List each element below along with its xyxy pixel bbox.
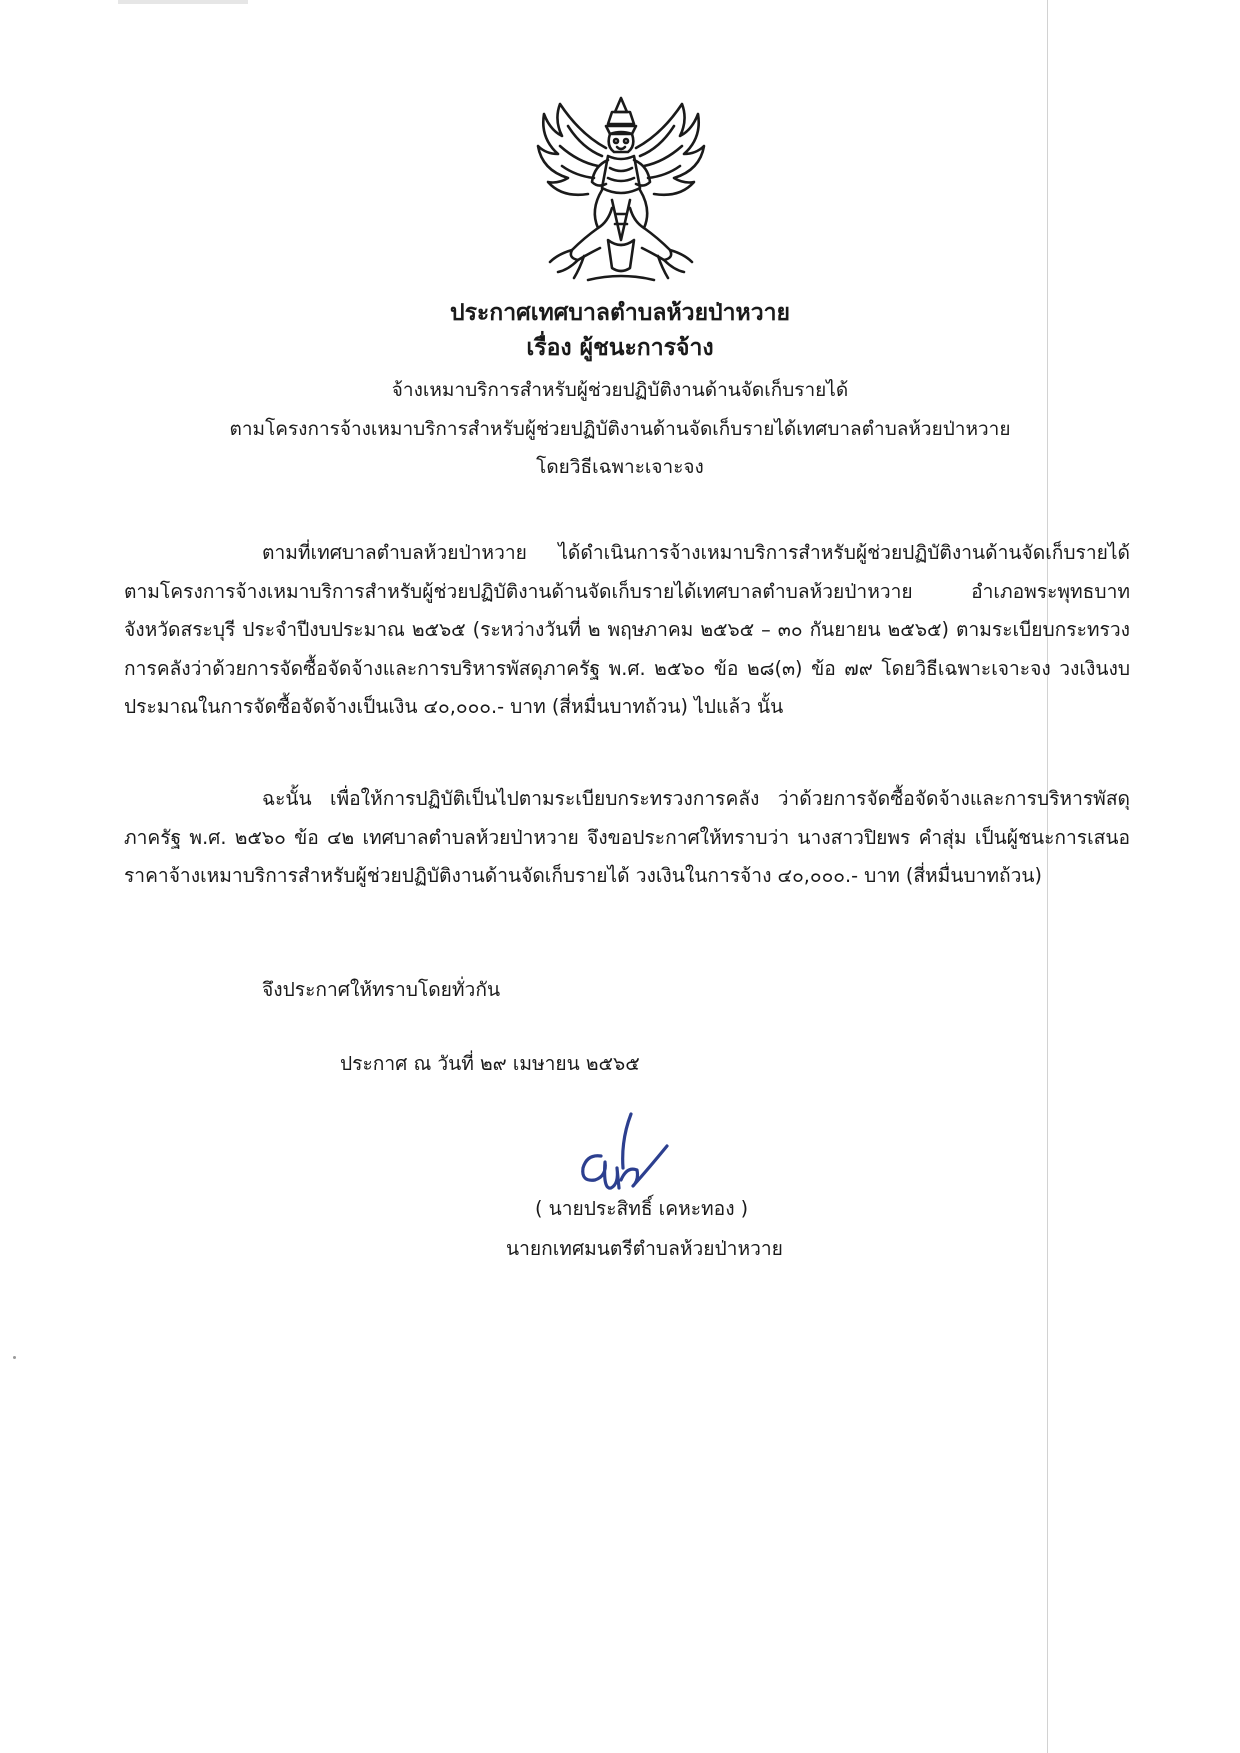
announcement-subject: เรื่อง ผู้ชนะการจ้าง — [526, 335, 714, 361]
closing-statement: จึงประกาศให้ทราบโดยทั่วกัน — [262, 978, 501, 1001]
signatory-name: ( นายประสิทธิ์ เคหะทอง ) — [535, 1197, 749, 1220]
announcement-date: ประกาศ ณ วันที่ ๒๙ เมษายน ๒๕๖๕ — [340, 1052, 640, 1075]
signatory-position: นายกเทศมนตรีตำบลห้วยป่าหวาย — [506, 1237, 783, 1260]
garuda-emblem-icon — [528, 90, 714, 290]
scan-mark — [118, 0, 248, 4]
body-paragraph-2: ฉะนั้น เพื่อให้การปฏิบัติเป็นไปตามระเบียบกระทรวงการคลัง ว่าด้วยการจัดซื้อจัดจ้างและการบริหารพัสดุภาครัฐ พ.ศ. ๒๕๖๐ ข้อ ๔๒ เทศบาลตำบลห้วยป่าหวาย จึงขอประกาศให้ทราบว่า นางสาวปิยพร คำสุ่ม เป็นผู้ชนะการเสนอราคาจ้างเหมาบริการสำหรับผู้ช่วยปฏิบัติงานด้านจัดเก็บรายได้ วงเงินในการจ้าง ๔๐,๐๐๐.- บาท (สี่หมื่นบาทถ้วน) — [124, 787, 1130, 887]
procurement-method: โดยวิธีเฉพาะเจาะจง — [536, 456, 704, 478]
project-line-1: จ้างเหมาบริการสำหรับผู้ช่วยปฏิบัติงานด้านจัดเก็บรายได้ — [391, 379, 849, 401]
project-line-2: ตามโครงการจ้างเหมาบริการสำหรับผู้ช่วยปฏิบัติงานด้านจัดเก็บรายได้เทศบาลตำบลห้วยป่าหวาย — [229, 418, 1011, 440]
handwritten-signature — [575, 1110, 685, 1200]
body-paragraph-1: ตามที่เทศบาลตำบลห้วยป่าหวาย ได้ดำเนินการจ้างเหมาบริการสำหรับผู้ช่วยปฏิบัติงานด้านจัดเก็บรายได้ ตามโครงการจ้างเหมาบริการสำหรับผู้ช่วยปฏิบัติงานด้านจัดเก็บรายได้เทศบาลตำบลห้วยป่าหวาย อำเภอพระพุทธบาท จังหวัดสระบุรี ประจำปีงบประมาณ ๒๕๖๕ (ระหว่างวันที่ ๒ พฤษภาคม ๒๕๖๕ – ๓๐ กันยายน ๒๕๖๕) ตามระเบียบกระทรวงการคลังว่าด้วยการจัดซื้อจัดจ้างและการบริหารพัสดุภาครัฐ พ.ศ. ๒๕๖๐ ข้อ ๒๘(๓) ข้อ ๗๙ โดยวิธีเฉพาะเจาะจง วงเงินงบประมาณในการจัดซื้อจัดจ้างเป็นเงิน ๔๐,๐๐๐.- บาท (สี่หมื่นบาทถ้วน) ไปแล้ว นั้น — [124, 541, 1130, 718]
announcement-title: ประกาศเทศบาลตำบลห้วยป่าหวาย — [449, 300, 791, 326]
scan-speck — [13, 1356, 16, 1359]
